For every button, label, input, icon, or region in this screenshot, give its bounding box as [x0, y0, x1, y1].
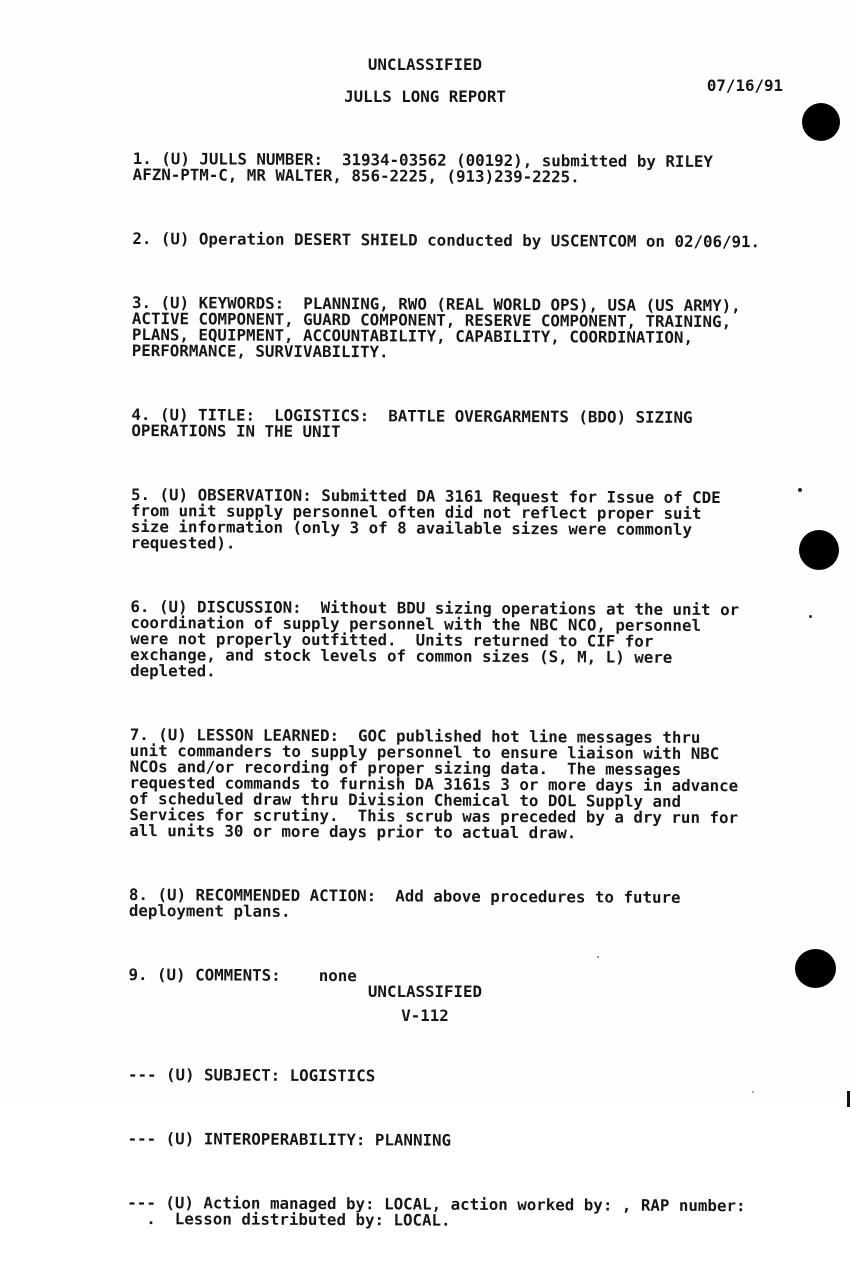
paragraph-lesson-learned: 7. (U) LESSON LEARNED: GOC published hot line messages thru unit commanders to supply personnel to ensure liaison with NBC NCOs and/or recording of proper sizing data. The messages requested commands to furnish DA 3161s 3 or more days in advance of scheduled draw thru Division Chemical to DOL Supply and Services for scrutiny. This scrub was preceded by a dry run for all units 30 or more days prior to actual draw. [129, 724, 739, 843]
scan-speck [798, 488, 802, 492]
paragraph-comments: 9. (U) COMMENTS: none [128, 964, 357, 986]
punch-hole-dot-middle [799, 530, 839, 570]
scan-speck [597, 956, 599, 958]
report-body [127, 119, 813, 1279]
scan-speck [752, 1091, 754, 1093]
report-date: 07/16/91 [706, 76, 783, 95]
paragraph-keywords: 3. (U) KEYWORDS: PLANNING, RWO (REAL WORLD OPS), USA (US ARMY), ACTIVE COMPONENT, GUARD COMPONENT, RESERVE COMPONENT, TRAINING, PLANS, EQUIPMENT, ACCOUNTABILITY, CAPABILITY, COORDINATION, PERFORMANCE, SURVIVABILITY. [131, 292, 741, 362]
classification-header: UNCLASSIFIED [367, 55, 483, 74]
trailer-action-managed: --- (U) Action managed by: LOCAL, action worked by: , RAP number: . Lesson distributed by: LOCAL. [127, 1192, 746, 1230]
paragraph-observation: 5. (U) OBSERVATION: Submitted DA 3161 Request for Issue of CDE from unit supply personnel often did not reflect proper suit size information (only 3 of 8 available sizes were commonly requested). [130, 484, 721, 553]
classification-footer: UNCLASSIFIED [367, 982, 483, 1001]
trailer-subject: --- (U) SUBJECT: LOGISTICS [127, 1064, 376, 1086]
scan-speck [809, 615, 812, 618]
paragraph-discussion: 6. (U) DISCUSSION: Without BDU sizing operations at the unit or coordination of supply personnel with the NBC NCO, personnel were not properly outfitted. Units returned to CIF for exchange, and stock levels of common sizes (S, M, L) were depleted. [130, 596, 740, 681]
trailer-interoperability: --- (U) INTEROPERABILITY: PLANNING [127, 1128, 452, 1150]
page-number: V-112 [401, 1006, 449, 1025]
punch-hole-dot-top [802, 103, 840, 141]
punch-hole-dot-bottom [795, 949, 836, 988]
paragraph-title: 4. (U) TITLE: LOGISTICS: BATTLE OVERGARMENTS (BDO) SIZING OPERATIONS IN THE UNIT [131, 404, 693, 442]
paragraph-operation: 2. (U) Operation DESERT SHIELD conducted by USCENTCOM on 02/06/91. [132, 228, 761, 252]
paragraph-julls-number: 1. (U) JULLS NUMBER: 31934-03562 (00192), submitted by RILEY AFZN-PTM-C, MR WALTER, 856-2225, (913)239-2225. [132, 148, 713, 187]
paragraph-recommended-action: 8. (U) RECOMMENDED ACTION: Add above procedures to future deployment plans. [128, 884, 681, 921]
report-title: JULLS LONG REPORT [344, 87, 506, 106]
